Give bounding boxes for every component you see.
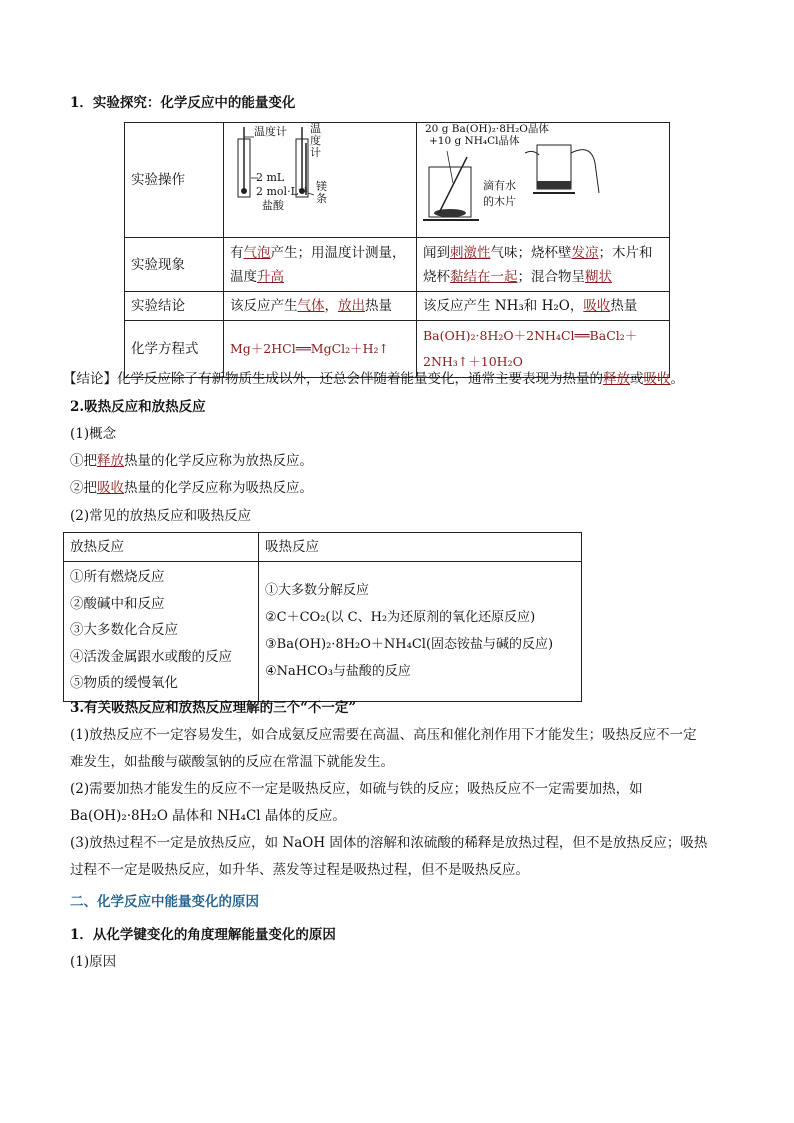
fig1-thermometer-char-3: 计 (310, 146, 321, 159)
text: 有 (230, 244, 244, 261)
header-exothermic: 放热反应 (64, 533, 259, 562)
text: 热量的化学反应称为吸热反应。 (124, 480, 313, 496)
blank-answer: 释放 (97, 453, 124, 469)
paragraph-2-line-1: (2)需要加热才能发生的反应不一定是吸热反应，如硫与铁的反应；吸热反应不一定需要加热，如 (70, 781, 643, 797)
blank-answer: 吸收 (583, 298, 611, 314)
equation-line-2: 2NH₃↑＋10H₂O (423, 354, 523, 369)
paragraph-2-line-2: Ba(OH)₂·8H₂O 晶体和 NH₄Cl 晶体的反应。 (70, 808, 346, 824)
common-reactions-subheading: (2)常见的放热反应和吸热反应 (70, 508, 252, 524)
blank-answer: 气泡 (243, 244, 271, 261)
exothermic-list (64, 562, 259, 702)
header-endothermic: 吸热反应 (259, 533, 582, 562)
blank-answer: 刺激性 (450, 244, 491, 261)
row-label-operation: 实验操作 (125, 123, 224, 238)
list-item: ①大多数分解反应 (265, 583, 370, 599)
fig1-mg-char-2: 条 (316, 192, 327, 205)
text: 热量的化学反应称为放热反应。 (124, 453, 313, 469)
blank-answer: 吸收 (643, 371, 671, 387)
text: ②把 (70, 480, 97, 496)
phenomenon-mg (224, 238, 417, 292)
text: 【结论】化学反应除了有新物质生成以外，还总会伴随着能量变化，通常主要表现为热量的 (63, 371, 603, 387)
fig2-baoh2-label: 20 g Ba(OH)₂·8H₂O晶体 (425, 123, 549, 135)
section-3-heading: 3.有关吸热反应和放热反应理解的三个“不一定” (70, 700, 357, 716)
equation-mg: Mg＋2HCl══MgCl₂＋H₂↑ (224, 321, 417, 378)
blank-answer: 吸收 (97, 480, 124, 496)
row-label-equation: 化学方程式 (125, 321, 224, 378)
row-label-conclusion: 实验结论 (125, 292, 224, 321)
text: 温度 (230, 268, 257, 285)
concept-item-1 (70, 451, 313, 471)
text: 该反应产生 NH₃和 H₂O， (423, 298, 584, 314)
text: ；木片和 (598, 244, 653, 261)
text: 或 (630, 371, 644, 387)
blank-answer: 放出 (338, 298, 365, 314)
conclusion-line (63, 369, 684, 389)
fig2-wood-label: 的木片 (483, 195, 516, 208)
part-2-heading: 二、化学反应中能量变化的原因 (70, 894, 259, 910)
list-item: ③大多数化合反应 (70, 622, 178, 638)
text: 烧杯 (423, 268, 450, 285)
fig1-mg-char-1: 镁 (316, 180, 327, 193)
fig1-thermometer-char-1: 温 (310, 122, 321, 135)
concept-subheading: (1)概念 (70, 426, 117, 442)
fig1-volume-label: 2 mL (256, 171, 285, 184)
phenomenon-baoh2 (417, 238, 670, 292)
conclusion-mg (224, 292, 417, 321)
text: 热量 (365, 298, 392, 314)
list-item: ②C＋CO₂(以 C、H₂为还原剂的氧化还原反应) (265, 610, 536, 626)
text: 产生；用温度计测量， (270, 244, 406, 261)
text: ①把 (70, 453, 97, 469)
section-1-heading: 1．实验探究：化学反应中的能量变化 (70, 95, 296, 111)
reaction-types-table (63, 532, 582, 702)
part-2-subheading-1: 1．从化学键变化的角度理解能量变化的原因 (70, 927, 336, 943)
blank-answer: 升高 (257, 268, 284, 285)
conclusion-baoh2 (417, 292, 670, 321)
fig1-thermometer-label: 温度计 (254, 125, 287, 138)
text: ， (324, 298, 338, 314)
list-item: ③Ba(OH)₂·8H₂O＋NH₄Cl(固态铵盐与碱的反应) (265, 637, 554, 653)
text: 该反应产生 (230, 298, 298, 314)
paragraph-3-line-1: (3)放热过程不一定是放热反应，如 NaOH 固体的溶解和浓硫酸的稀释是放热过程，但不是放热反应；吸热 (70, 835, 708, 851)
experiment-table (124, 122, 670, 378)
blank-answer: 释放 (603, 371, 630, 387)
list-item: ④NaHCO₃与盐酸的反应 (265, 664, 411, 680)
figure-mg-experiment (224, 123, 417, 238)
text: 闻到 (423, 244, 450, 261)
text: ；混合物呈 (517, 268, 585, 285)
fig2-water-label: 滴有水 (483, 179, 516, 192)
blank-answer: 发凉 (571, 244, 599, 261)
list-item: ②酸碱中和反应 (70, 595, 165, 612)
concept-item-2 (70, 478, 313, 498)
paragraph-3-line-2: 过程不一定是吸热反应，如升华、蒸发等过程是吸热过程，但不是吸热反应。 (70, 862, 529, 878)
row-label-phenomenon: 实验现象 (125, 238, 224, 292)
part-2-subheading-2: (1)原因 (70, 954, 117, 970)
text: 热量 (610, 298, 638, 314)
blank-answer: 糊状 (585, 268, 612, 285)
list-item: ⑤物质的缓慢氧化 (70, 675, 178, 691)
text: 。 (670, 371, 684, 387)
endothermic-list (259, 562, 582, 702)
figure-baoh2-experiment (417, 123, 670, 238)
list-item: ④活泼金属跟水或酸的反应 (70, 648, 232, 665)
equation-line-1: Ba(OH)₂·8H₂O＋2NH₄Cl══BaCl₂＋ (423, 328, 638, 343)
blank-answer: 气体 (297, 298, 325, 314)
paragraph-1-line-2: 难发生，如盐酸与碳酸氢钠的反应在常温下就能发生。 (70, 754, 394, 770)
fig2-nh4cl-label: +10 g NH₄Cl晶体 (429, 135, 520, 147)
blank-answer: 黏结在一起 (450, 268, 518, 285)
paragraph-1-line-1: (1)放热反应不一定容易发生，如合成氨反应需要在高温、高压和催化剂作用下才能发生；吸热反应不一定 (70, 727, 697, 743)
fig1-acid-label: 盐酸 (262, 199, 284, 212)
list-item: ①所有燃烧反应 (70, 569, 165, 585)
fig1-thermometer-char-2: 度 (310, 134, 321, 147)
fig1-concentration-label: 2 mol·L⁻¹ (256, 185, 309, 198)
section-2-heading: 2.吸热反应和放热反应 (70, 399, 206, 415)
text: 气味；烧杯壁 (490, 244, 572, 261)
